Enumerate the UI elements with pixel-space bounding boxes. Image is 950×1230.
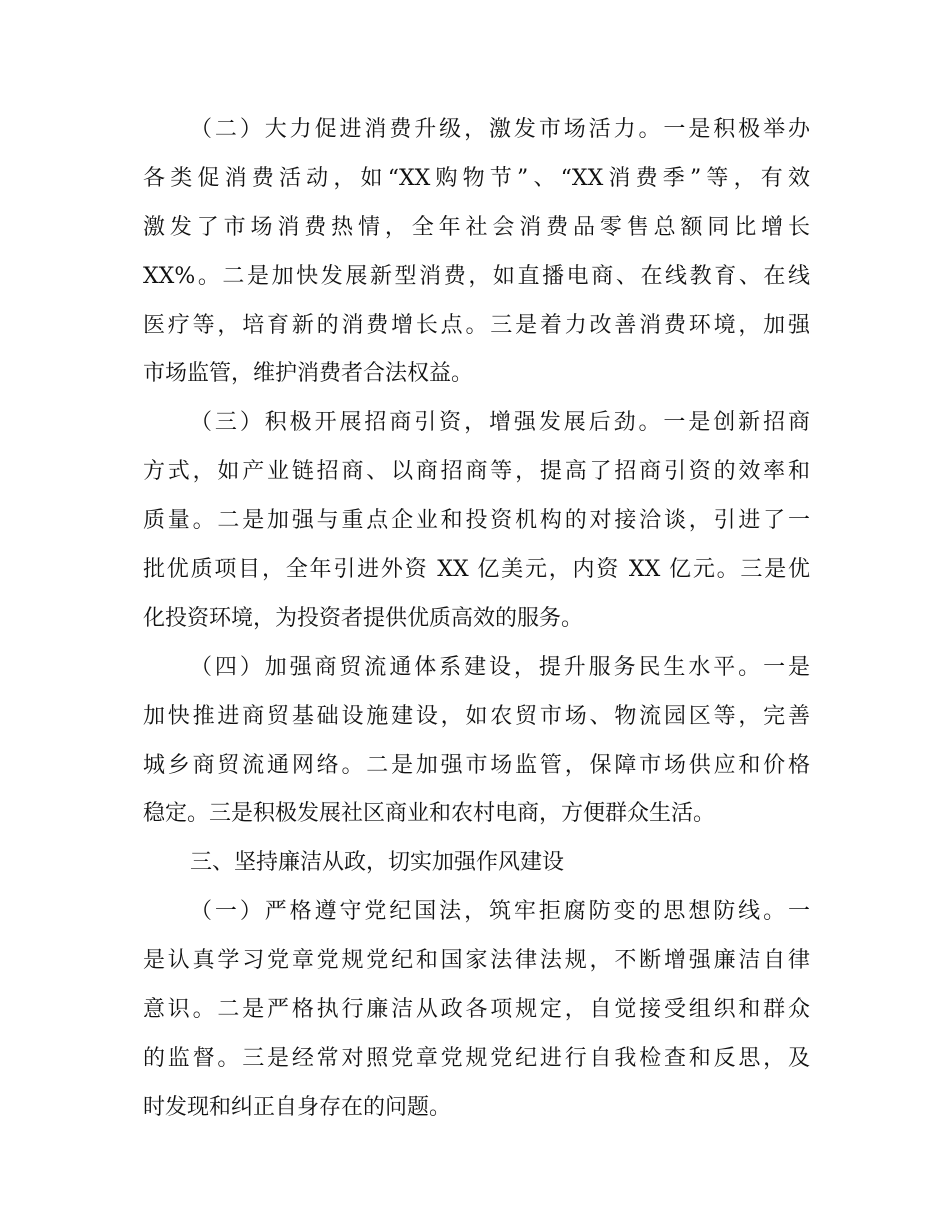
text-line: 三、坚持廉洁从政，切实加强作风建设	[190, 850, 565, 876]
text-line: 意识。二是严格执行廉洁从政各项规定，自觉接受组织和群众	[143, 997, 810, 1023]
text-line: （一）严格遵守党纪国法，筑牢拒腐防变的思想防线。一	[190, 899, 810, 925]
text-line: 医疗等，培育新的消费增长点。三是着力改善消费环境，加强	[143, 312, 810, 338]
text-line: （三）积极开展招商引资，增强发展后劲。一是创新招商	[190, 410, 810, 436]
paragraph	[143, 399, 810, 643]
text-line: 时发现和纠正自身存在的问题。	[143, 1094, 452, 1120]
text-line: 方式，如产业链招商、以商招商等，提高了招商引资的效率和	[143, 459, 810, 485]
text-line: 化投资环境，为投资者提供优质高效的服务。	[143, 605, 584, 631]
paragraph	[143, 106, 810, 399]
text-line: 加快推进商贸基础设施建设，如农贸市场、物流园区等，完善	[143, 703, 810, 729]
text-line: 稳定。三是积极发展社区商业和农村电商，方便群众生活。	[143, 801, 716, 827]
document-page	[143, 106, 810, 1133]
text-line: 激发了市场消费热情，全年社会消费品零售总额同比增长	[143, 214, 810, 240]
text-line: （四）加强商贸流通体系建设，提升服务民生水平。一是	[190, 654, 810, 680]
paragraph	[143, 888, 810, 1132]
text-line: 批优质项目，全年引进外资 XX 亿美元，内资 XX 亿元。三是优	[143, 557, 810, 583]
section-heading	[143, 839, 810, 888]
text-line: 城乡商贸流通网络。二是加强市场监管，保障市场供应和价格	[143, 752, 810, 778]
text-line: 各类促消费活动，如“XX购物节”、“XX消费季”等，有效	[143, 165, 810, 191]
text-line: 是认真学习党章党规党纪和国家法律法规，不断增强廉洁自律	[143, 948, 810, 974]
text-line: （二）大力促进消费升级，激发市场活力。一是积极举办	[190, 117, 810, 142]
text-line: 质量。二是加强与重点企业和投资机构的对接洽谈，引进了一	[143, 508, 810, 534]
paragraph	[143, 644, 810, 840]
text-line: 市场监管，维护消费者合法权益。	[143, 361, 474, 387]
text-line: XX%。二是加快发展新型消费，如直播电商、在线教育、在线	[143, 263, 810, 289]
text-line: 的监督。三是经常对照党章党规党纪进行自我检查和反思，及	[143, 1045, 810, 1071]
